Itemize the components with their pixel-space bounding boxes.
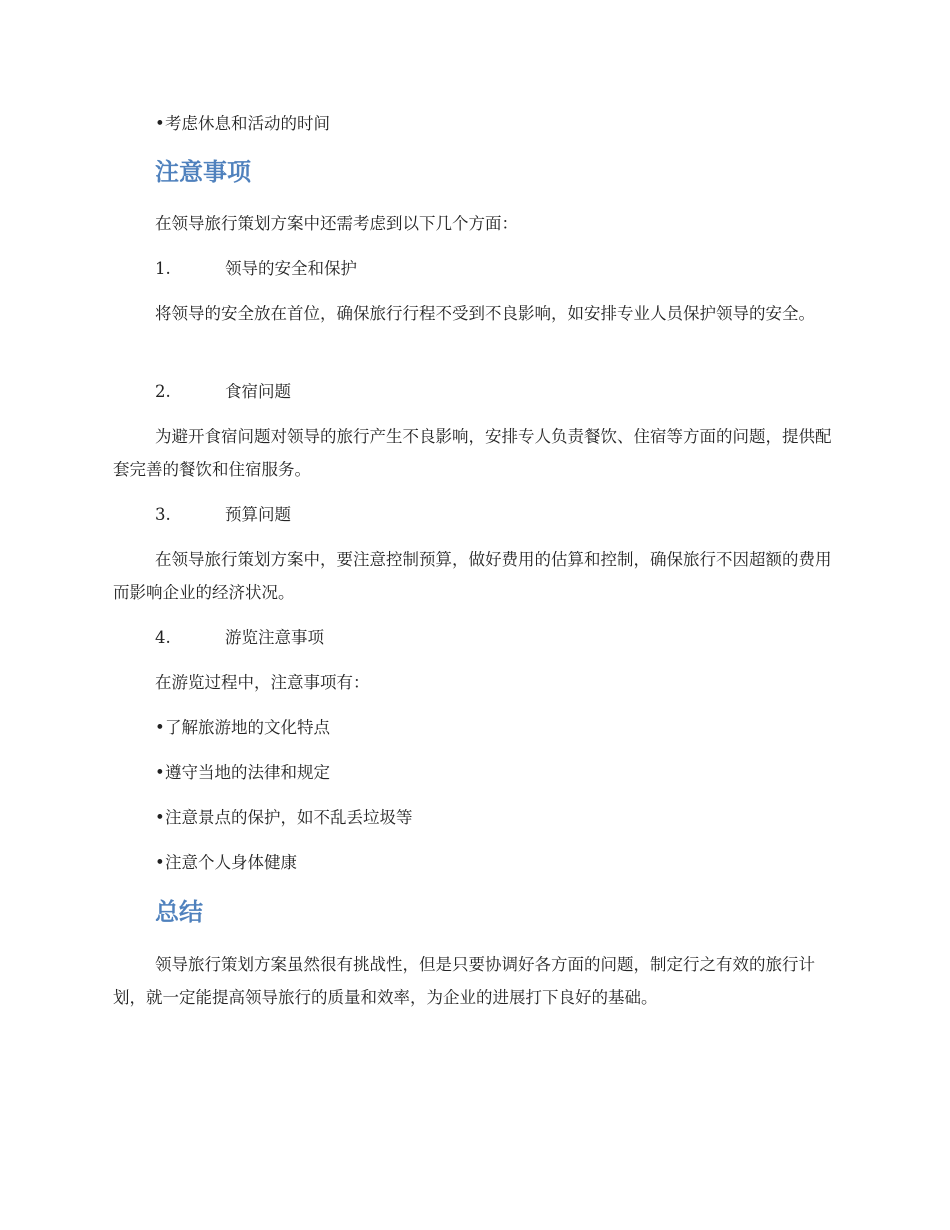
bullet-dot: • — [155, 808, 165, 827]
section-heading-summary: 总结 — [155, 898, 203, 926]
bullet-text: 注意景点的保护，如不乱丢垃圾等 — [165, 808, 413, 827]
bullet-item — [113, 756, 835, 789]
bullet-dot: • — [155, 853, 165, 872]
item-label: 游览注意事项 — [225, 628, 324, 647]
item-number: 1. — [155, 259, 171, 278]
item-number: 3. — [155, 505, 171, 524]
bullet-item — [113, 801, 835, 834]
numbered-item-4 — [113, 621, 835, 654]
section-heading-notes: 注意事项 — [155, 158, 251, 186]
item-label: 食宿问题 — [225, 382, 291, 401]
bullet-dot: • — [155, 718, 165, 737]
bullet-text: 注意个人身体健康 — [165, 853, 297, 872]
item-number: 4. — [155, 628, 171, 647]
bullet-dot: • — [155, 114, 165, 133]
notes-intro-paragraph: 在领导旅行策划方案中还需考虑到以下几个方面： — [155, 214, 518, 233]
bullet-text: 遵守当地的法律和规定 — [165, 763, 330, 782]
item-label: 领导的安全和保护 — [225, 259, 357, 278]
bullet-item — [113, 846, 835, 879]
item-number: 2. — [155, 382, 171, 401]
item-1-paragraph: 将领导的安全放在首位，确保旅行行程不受到不良影响，如安排专业人员保护领导的安全。 — [155, 304, 815, 323]
bullet-item — [113, 711, 835, 744]
bullet-dot: • — [155, 763, 165, 782]
numbered-item-2 — [113, 375, 835, 408]
numbered-item-3 — [113, 498, 835, 531]
item-2-paragraph: 为避开食宿问题对领导的旅行产生不良影响，安排专人负责餐饮、住宿等方面的问题，提供配套完善的餐饮和住宿服务。 — [113, 427, 832, 479]
item-label: 预算问题 — [225, 505, 291, 524]
item-4-paragraph: 在游览过程中，注意事项有： — [155, 673, 370, 692]
bullet-text: 了解旅游地的文化特点 — [165, 718, 330, 737]
bullet-item-rest-time — [113, 107, 835, 140]
summary-paragraph: 领导旅行策划方案虽然很有挑战性，但是只要协调好各方面的问题，制定行之有效的旅行计划，就一定能提高领导旅行的质量和效率，为企业的进展打下良好的基础。 — [113, 955, 815, 1007]
bullet-text: 考虑休息和活动的时间 — [165, 114, 330, 133]
item-3-paragraph: 在领导旅行策划方案中，要注意控制预算，做好费用的估算和控制，确保旅行不因超额的费用而影响企业的经济状况。 — [113, 550, 832, 602]
numbered-item-1 — [113, 252, 835, 285]
